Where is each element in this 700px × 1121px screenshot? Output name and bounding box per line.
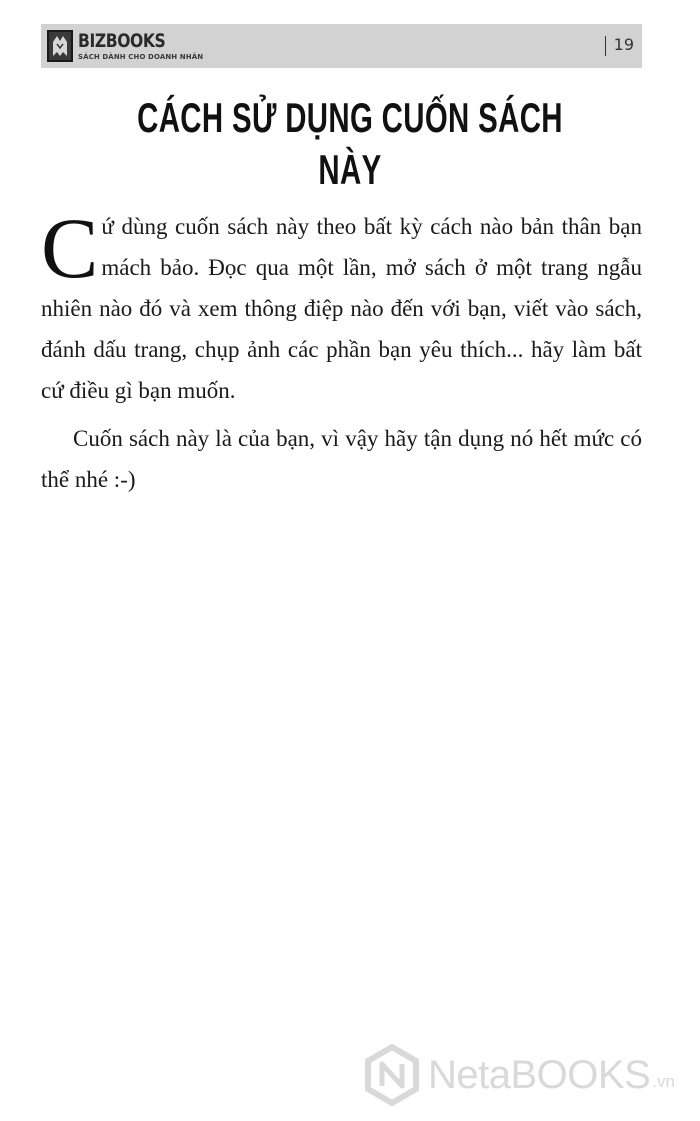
watermark <box>364 1042 675 1108</box>
page-number-divider <box>605 36 607 56</box>
bizbooks-logo-icon <box>47 30 73 62</box>
brand <box>47 28 203 64</box>
drop-cap: C <box>41 200 99 296</box>
paragraph-1 <box>41 200 642 411</box>
paragraph-1-text: ứ dùng cuốn sách này theo bất kỳ cách nào bản thân bạn mách bảo. Đọc qua một lần, mở sách ở một trang ngẫu nhiên nào đó và xem thông điệp nào đến với bạn, viết vào sách, đánh dấu trang, chụp ảnh các phần bạn yêu thích... hãy làm bất cứ điều gì bạn muốn. <box>41 214 642 403</box>
body-text <box>41 200 642 500</box>
page-number: 19 <box>613 35 634 54</box>
brand-text <box>78 29 204 61</box>
watermark-suffix: .vn <box>652 1072 675 1091</box>
page-title <box>0 92 700 196</box>
hexagon-n-logo-icon <box>364 1044 420 1106</box>
watermark-text: NetaBOOKS <box>428 1052 651 1097</box>
page-header <box>41 24 642 68</box>
brand-name: BIZBOOKS <box>78 29 166 52</box>
brand-tagline: SÁCH DÀNH CHO DOANH NHÂN <box>78 52 204 61</box>
page-title-text: CÁCH SỬ DỤNG CUỐN SÁCH NÀY <box>137 94 563 193</box>
paragraph-2: Cuốn sách này là của bạn, vì vậy hãy tận dụng nó hết mức có thể nhé :-) <box>41 426 642 492</box>
